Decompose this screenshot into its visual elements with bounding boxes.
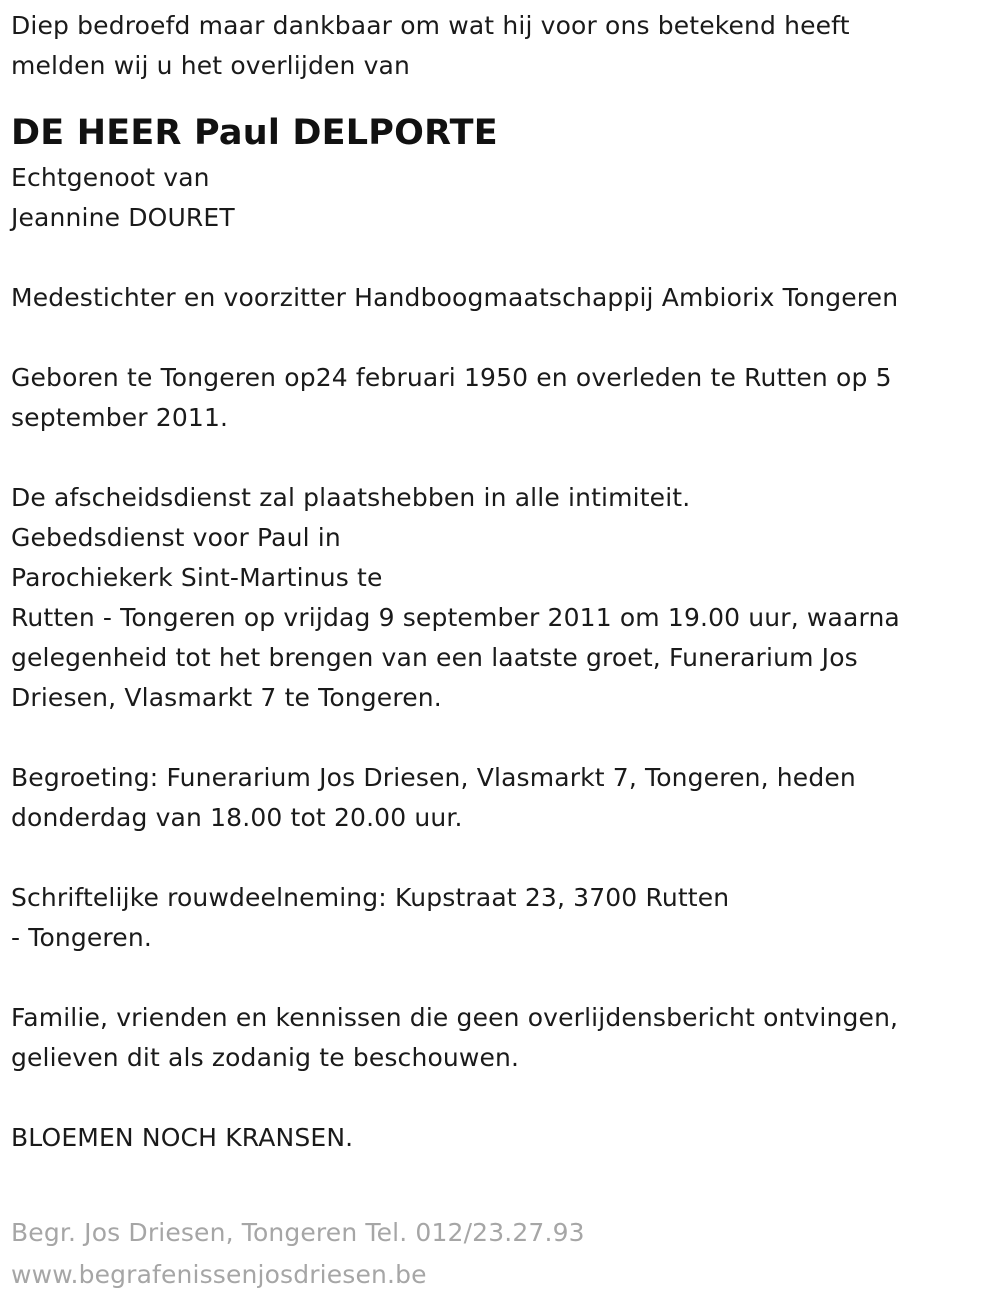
relation-label: Echtgenoot van: [11, 163, 210, 192]
birth-death-line: september 2011.: [11, 403, 229, 432]
service-line: Rutten - Tongeren op vrijdag 9 september 2011 om 19.00 uur, waarna: [11, 603, 900, 632]
deceased-name: DE HEER Paul DELPORTE: [11, 113, 498, 153]
intro-section: [11, 6, 1000, 86]
greeting-line: Begroeting: Funerarium Jos Driesen, Vlasmarkt 7, Tongeren, heden: [11, 763, 856, 792]
spacer: [11, 958, 1000, 998]
service-line: De afscheidsdienst zal plaatshebben in alle intimiteit.: [11, 483, 691, 512]
condolence-line: Schriftelijke rouwdeelneming: Kupstraat 23, 3700 Rutten: [11, 883, 730, 912]
intro-line: melden wij u het overlijden van: [11, 51, 411, 80]
spacer: [11, 238, 1000, 278]
intro-line: Diep bedroefd maar dankbaar om wat hij voor ons betekend heeft: [11, 11, 850, 40]
spouse-name: Jeannine DOURET: [11, 203, 235, 232]
spacer: [11, 318, 1000, 358]
notice-section: [11, 998, 1000, 1078]
spacer: [11, 1078, 1000, 1118]
service-line: Parochiekerk Sint-Martinus te: [11, 563, 383, 592]
birth-death-line: Geboren te Tongeren op24 februari 1950 en overleden te Rutten op 5: [11, 363, 892, 392]
website-link[interactable]: www.begrafenissenjosdriesen.be: [11, 1260, 427, 1289]
greeting-section: [11, 758, 1000, 838]
condolence-section: [11, 878, 1000, 958]
spacer: [11, 438, 1000, 478]
condolence-line: - Tongeren.: [11, 923, 152, 952]
undertaker-info: Begr. Jos Driesen, Tongeren Tel. 012/23.27.93: [11, 1218, 585, 1247]
birth-death-section: [11, 358, 1000, 438]
role-line: Medestichter en voorzitter Handboogmaatschappij Ambiorix Tongeren: [11, 283, 899, 312]
spacer: [11, 838, 1000, 878]
notice-line: gelieven dit als zodanig te beschouwen.: [11, 1043, 520, 1072]
service-section: [11, 478, 1000, 718]
spacer: [11, 718, 1000, 758]
service-line: gelegenheid tot het brengen van een laatste groet, Funerarium Jos: [11, 643, 858, 672]
notice-line: Familie, vrienden en kennissen die geen overlijdensbericht ontvingen,: [11, 1003, 899, 1032]
footer: [11, 1212, 585, 1296]
greeting-line: donderdag van 18.00 tot 20.00 uur.: [11, 803, 463, 832]
service-line: Gebedsdienst voor Paul in: [11, 523, 341, 552]
service-line: Driesen, Vlasmarkt 7 te Tongeren.: [11, 683, 442, 712]
flowers-line: BLOEMEN NOCH KRANSEN.: [11, 1123, 354, 1152]
